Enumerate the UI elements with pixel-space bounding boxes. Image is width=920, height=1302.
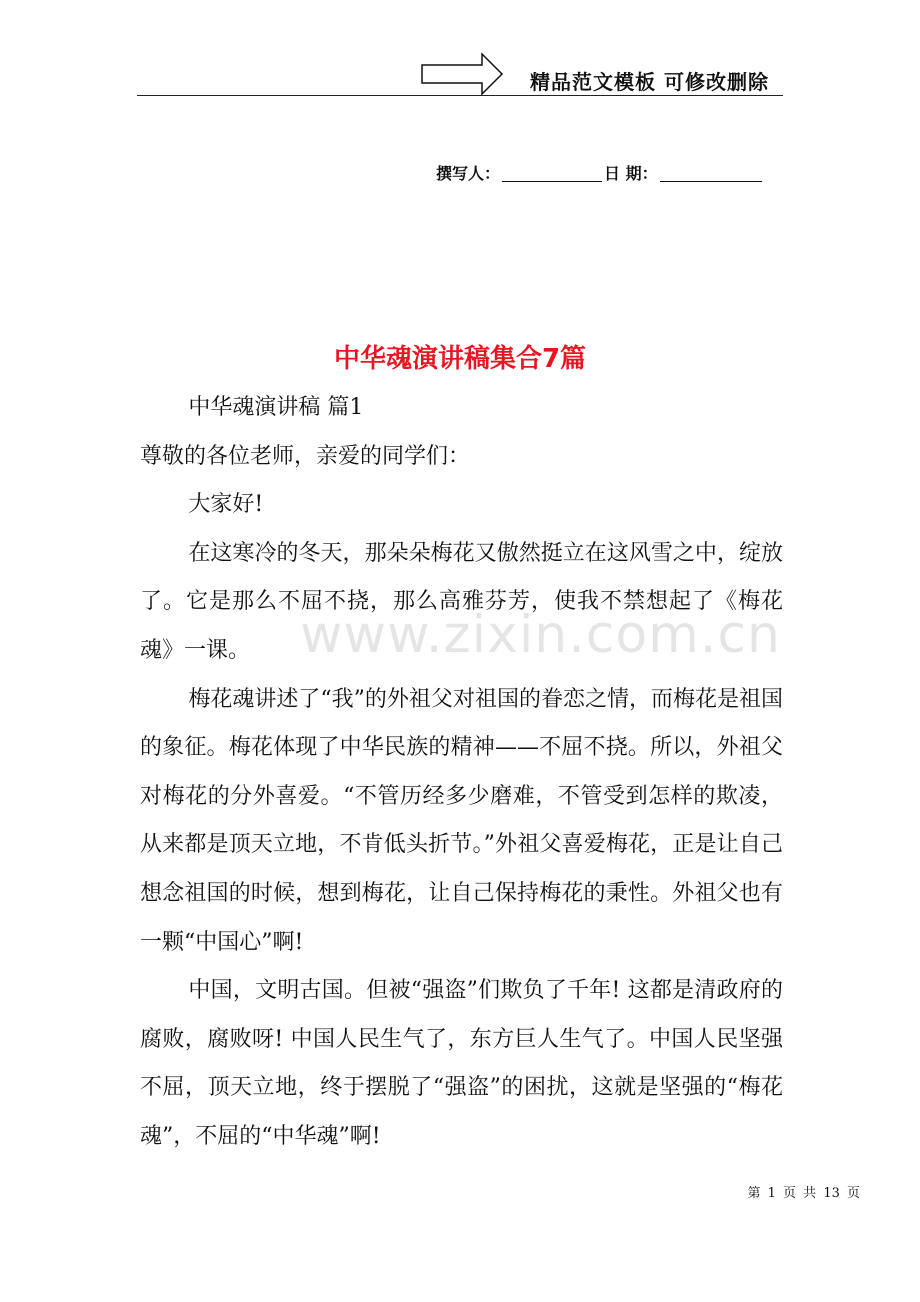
- watermark: www.zixin.com.cn: [300, 605, 781, 665]
- date-blank: [660, 181, 762, 182]
- right-arrow-icon: [420, 52, 504, 96]
- author-blank: [502, 181, 602, 182]
- paragraph: 在这寒冷的冬天，那朵朵梅花又傲然挺立在这风雪之中，绽放了。它是那么不屈不挠，那么高雅芬芳，使我不禁想起了《梅花魂》一课。: [140, 540, 783, 663]
- section-heading: 中华魂演讲稿 篇1: [188, 395, 364, 420]
- signature-row: [436, 161, 764, 184]
- date-label: 日 期：: [604, 164, 658, 183]
- hello-line: 大家好!: [188, 492, 264, 518]
- page-number: 第 1 页 共 13 页: [747, 1186, 860, 1201]
- header-label: 精品范文模板 可修改删除: [530, 70, 769, 94]
- document-body: [140, 384, 783, 1162]
- paragraph: 中国，文明古国。但被“强盗”们欺负了千年! 这都是清政府的腐败，腐败呀! 中国人民生气了，东方巨人生气了。中国人民坚强不屈，顶天立地，终于摆脱了“强盗”的困扰，这就是坚强的“梅花魂”，不屈的“中华魂”啊!: [140, 978, 783, 1149]
- greeting: 尊敬的各位老师，亲爱的同学们：: [140, 443, 471, 469]
- document-title: 中华魂演讲稿集合7篇: [333, 344, 587, 374]
- header-divider: [137, 95, 783, 96]
- paragraph: 梅花魂讲述了“我”的外祖父对祖国的眷恋之情，而梅花是祖国的象征。梅花体现了中华民族的精神——不屈不挠。所以，外祖父对梅花的分外喜爱。“不管历经多少磨难，不管受到怎样的欺凌，从来都是顶天立地，不肯低头折节。”外祖父喜爱梅花，正是让自己想念祖国的时候，想到梅花，让自己保持梅花的秉性。外祖父也有一颗“中国心”啊!: [140, 686, 783, 955]
- author-label: 撰写人：: [436, 164, 501, 183]
